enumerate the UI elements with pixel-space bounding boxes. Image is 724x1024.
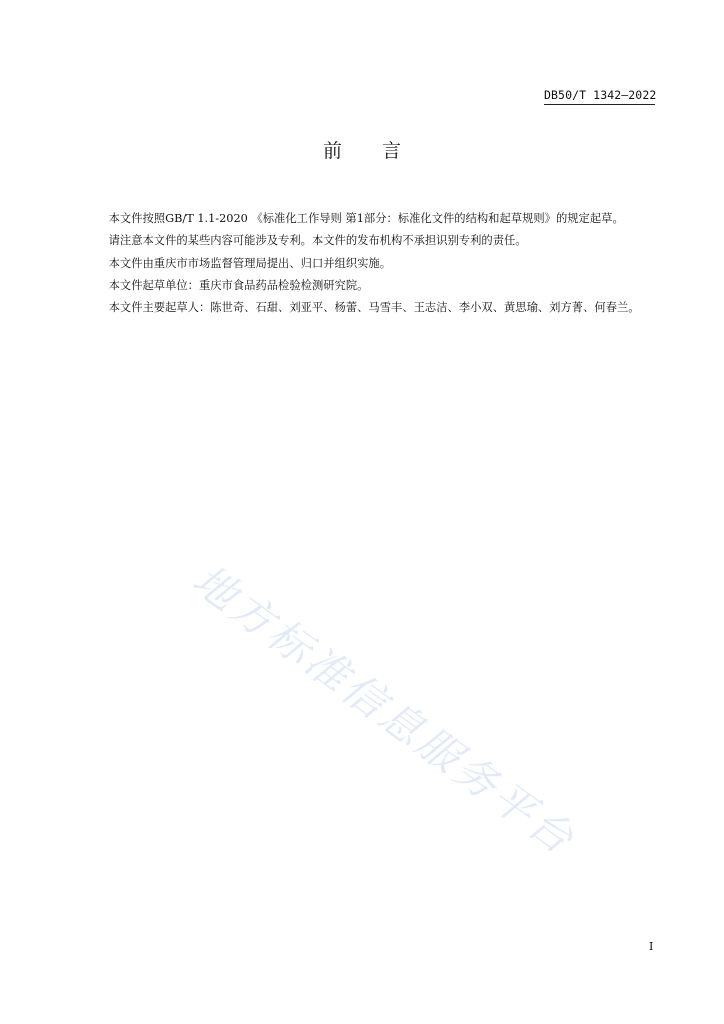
body-text bbox=[86, 208, 658, 319]
paragraph: 本文件起草单位：重庆市食品药品检验检测研究院。 bbox=[108, 278, 369, 292]
header-rule bbox=[544, 104, 655, 105]
paragraph: 本文件按照GB/T 1.1-2020 《标准化工作导则 第1部分：标准化文件的结构和起草规则》的规定起草。 bbox=[108, 212, 624, 225]
paragraph: 本文件由重庆市市场监督管理局提出、归口并组织实施。 bbox=[108, 256, 392, 270]
paragraph: 请注意本文件的某些内容可能涉及专利。本文件的发布机构不承担识别专利的责任。 bbox=[108, 234, 527, 248]
document-code: DB50/T 1342—2022 bbox=[544, 88, 657, 102]
page-number: I bbox=[649, 940, 654, 953]
page-title: 前言 bbox=[322, 140, 441, 162]
watermark: 地方标准信息服务平台 bbox=[184, 555, 586, 866]
paragraph: 本文件主要起草人：陈世奇、石甜、刘亚平、杨蕾、马雪丰、王志洁、李小双、黄思瑜、刘方菁、何春兰。 bbox=[108, 301, 640, 315]
